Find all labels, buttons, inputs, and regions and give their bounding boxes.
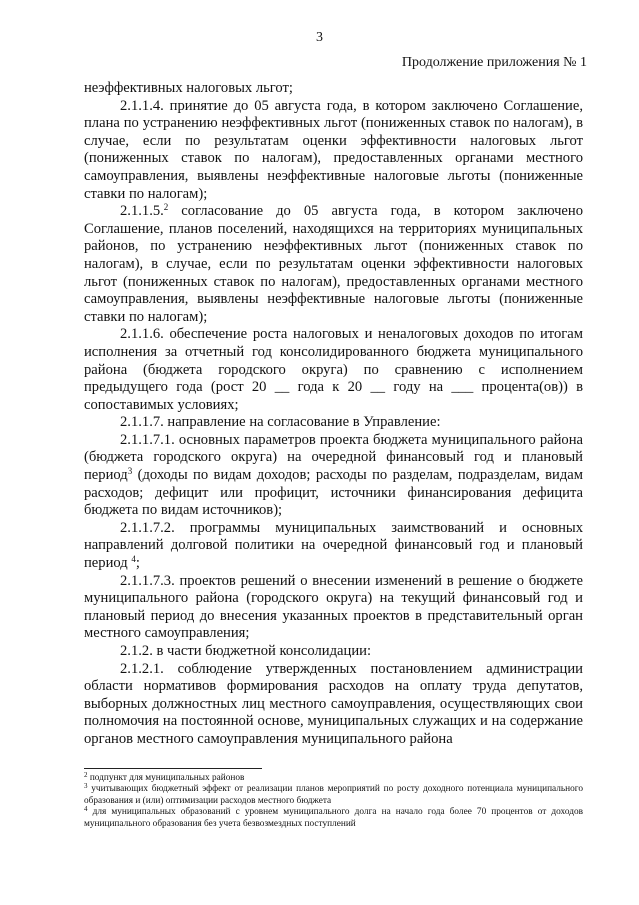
clause-number: 2.1.1.5. [120, 203, 164, 220]
page-number: 3 [316, 30, 323, 45]
paragraph-2-1-2-1: 2.1.2.1. соблюдение утвержденных постановлением администрации области нормативов формирования расходов на оплату труда депутатов, выборных должностных лиц местного самоуправления, осуществляющих свои полномочия на постоянной основе, муниципальных служащих и на содержание органов местного самоуправления муниципального района [84, 660, 583, 747]
paragraph-continued: неэффективных налоговых льгот; [84, 80, 293, 96]
paragraph-2-1-2: 2.1.2. в части бюджетной консолидации: [120, 643, 371, 659]
footnote-ref-3: 3 [127, 466, 133, 477]
footnote-text: учитывающих бюджетный эффект от реализации планов мероприятий по росту доходного потенциала муниципального образования и (или) оптимизации расходов местного бюджета [84, 784, 583, 806]
footnote-number: 2 [84, 771, 88, 779]
clause-text: 2.1.1.7.1. основных параметров проекта бюджета муниципального района (бюджета городского округа) на очередной финансовый год и плановый период [84, 431, 583, 484]
document-body [84, 80, 583, 749]
footnote-number: 3 [84, 782, 88, 791]
paragraph-2-1-1-5 [84, 203, 583, 326]
footnote-number: 4 [84, 805, 88, 814]
footnotes [84, 773, 583, 830]
continuation-label: Продолжение приложения № 1 [401, 55, 587, 70]
clause-text: 2.1.1.7.2. программы муниципальных заимствований и основных направлений долговой политики на очередной финансовый год и плановый период [84, 519, 583, 572]
footnote-text: подпункт для муниципальных районов [87, 773, 245, 783]
footnote-4 [84, 807, 583, 830]
paragraph-2-1-1-6: 2.1.1.6. обеспечение роста налоговых и неналоговых доходов по итогам исполнения за отчетный год консолидированного бюджета муниципального района (бюджета городского округа) по сравнению с исполнением предыдущего года (рост 20 __ года к 20 __ году на ___ процента(ов)) в сопоставимых условиях; [84, 326, 583, 413]
clause-text-cont: ; [135, 555, 140, 572]
clause-text: согласование до 05 августа года, в котором заключено Соглашение, планов поселений, находящихся на территориях муниципальных районов, по устранению неэффективных льгот (пониженных ставок по налогам), в случае, если по результатам оценки эффективности налоговых льгот (пониженных ставок по налогам), предоставленных органами местного самоуправления, выявлены неэффективные налоговые льготы (пониженные ставки по налогам); [84, 203, 583, 325]
footnote-ref-2: 2 [163, 202, 169, 213]
clause-text-cont: (доходы по видам доходов; расходы по разделам, подразделам, видам расходов; дефицит или профицит, источники финансирования дефицита бюджета по видам источников); [84, 467, 583, 519]
footnote-2 [84, 773, 583, 784]
footnote-ref-4: 4 [131, 554, 136, 565]
paragraph-2-1-1-7-2 [84, 520, 583, 573]
paragraph-2-1-1-4: 2.1.1.4. принятие до 05 августа года, в котором заключено Соглашение, плана по устранению неэффективных льгот (пониженных ставок по налогам), в случае, если по результатам оценки эффективности налоговых льгот (пониженных ставок по налогам), предоставленных органами местного самоуправления, выявлены неэффективные налоговые льготы (пониженные ставки по налогам); [84, 97, 583, 202]
footnote-3 [84, 784, 583, 807]
paragraph-2-1-1-7-3: 2.1.1.7.3. проектов решений о внесении изменений в решение о бюджете муниципального района (городского округа) на текущий финансовый год и плановый период до внесения указанных проектов в представительный орган местного самоуправления; [84, 572, 583, 642]
footnote-text: для муниципальных образований с уровнем муниципального долга на начало года более 70 процентов от доходов муниципального образования без учета безвозмездных поступлений [84, 807, 583, 829]
paragraph-2-1-1-7-1 [84, 432, 583, 520]
paragraph-2-1-1-7: 2.1.1.7. направление на согласование в Управление: [120, 414, 441, 431]
footnote-divider [84, 768, 262, 769]
